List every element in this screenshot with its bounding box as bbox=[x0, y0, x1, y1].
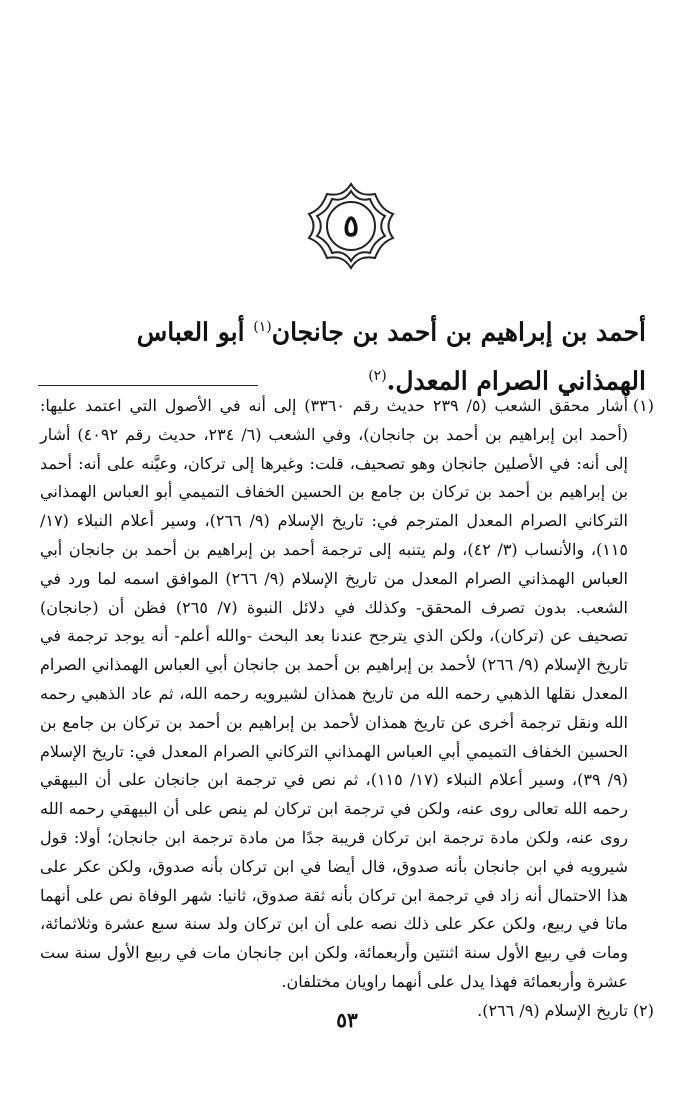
entry-heading bbox=[40, 305, 646, 404]
footnote-1 bbox=[40, 392, 654, 997]
footnote-text: تاريخ الإسلام (٩/ ٢٦٦). bbox=[477, 1000, 628, 1020]
page-number: ٥٣ bbox=[336, 1008, 358, 1032]
footnote-ref-1: (١) bbox=[253, 319, 272, 335]
footnote-number: (١) bbox=[632, 396, 654, 415]
heading-title-part1: أحمد بن إبراهيم بن أحمد بن جانجان bbox=[271, 317, 646, 347]
footnote-text: أشار محقق الشعب (٥/ ٢٣٩ حديث رقم ٣٣٦٠) إلى أنه في الأصول التي اعتمد عليها: (أحمد ابن إبراهيم بن أحمد بن جانجان)، وفي الشعب (٦/ ٢٣٤، حديث رقم ٤٠٩٢) أشار إلى أنه: في الأصلين جانجان وهو تصحيف، قلت: وغيرها إلى تركان، وعيَّنه على أنه: أحمد بن إبراهيم بن أحمد بن تركان بن جامع بن الحسين الخفاف التميمي أبو العباس الهمذاني التركاني الصرام المعدل المترجم في: تاريخ الإسلام (٩/ ٢٦٦)، وسير أعلام النبلاء (١٧/ ١١٥)، والأنساب (٣/ ٤٢)، ولم يتنبه إلى ترجمة أحمد بن إبراهيم بن أحمد بن جانجان أبي العباس الهمذاني الصرام المعدل من تاريخ الإسلام (٩/ ٢٦٦) الموافق اسمه لما ورد في الشعب. بدون تصرف المحقق- وكذلك في دلائل النبوة (٧/ ٢٦٥) فظن أن (جانجان) تصحيف عن (تركان)، ولكن الذي يترجح عندنا بعد البحث -والله أعلم- أنه يوجد ترجمة في تاريخ الإسلام (٩/ ٢٦٦) لأحمد بن إبراهيم بن أحمد بن جانجان أبي العباس الهمذاني الصرام المعدل نقلها الذهبي رحمه الله من تاريخ همذان لشيرويه رحمه الله، ثم عاد الذهبي رحمه الله ونقل ترجمة أخرى عن تاريخ همذان لأحمد بن إبراهيم بن أحمد بن تركان بن جامع بن الحسين الخفاف التميمي أبي العباس الهمذاني التركاني الصرام المعدل في: تاريخ الإسلام (٩/ ٣٩)، وسير أعلام النبلاء (١٧/ ١١٥)، ثم نص في ترجمة ابن جانجان على أن البيهقي رحمه الله تعالى روى عنه، ولكن في ترجمة ابن تركان لم ينص على أن البيهقي رحمه الله روى عنه، ولكن مادة ترجمة ابن تركان قريبة جدًا من مادة ترجمة ابن جانجان؛ أولا: قول شيرويه في ابن جانجان بأنه صدوق، قال أيضا في ابن تركان بأنه صدوق، ولكن عكر على هذا الاحتمال أنه زاد في ترجمة ابن تركان بأنه ثقة صدوق، ثانيا: شهر الوفاة نص على أنهما ماتا في ربيع، ولكن عكر على ذلك نصه على أن ابن تركان ولد سنة سبع عشرة وثلاثمائة، ومات في ربيع الأول سنة اثنتين وأربعمائة، ولكن ابن جانجان مات في ربيع الأول سنة ست عشرة وأربعمائة فهذا يدل على أنهما راويان مختلفان. bbox=[40, 396, 629, 991]
chapter-number: ٥ bbox=[342, 208, 360, 244]
footnotes bbox=[40, 392, 654, 1026]
footnote-divider bbox=[38, 385, 258, 386]
chapter-ornament bbox=[305, 180, 397, 272]
footnote-number: (٢) bbox=[632, 1000, 654, 1020]
footnote-ref-2: (٢) bbox=[368, 368, 387, 385]
heading-title-part2: أبو العباس الهمذاني الصرام المعدل. bbox=[136, 317, 646, 396]
